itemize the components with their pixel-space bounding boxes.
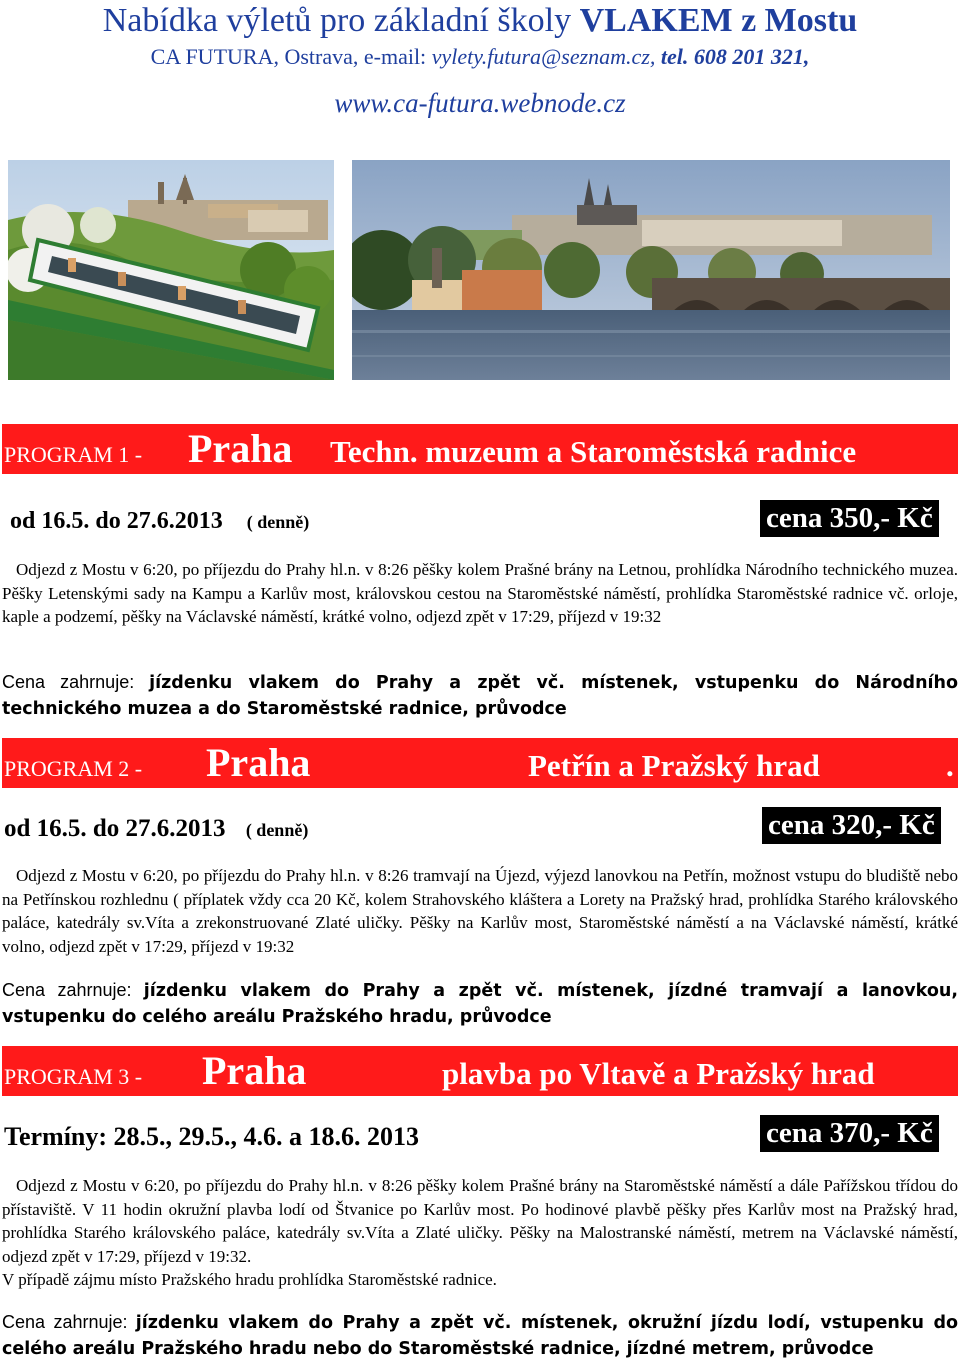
program-2-date-range: od 16.5. do 27.6.2013: [4, 815, 226, 842]
title-main: Nabídka výletů pro základní školy: [102, 2, 572, 39]
program-3-city: Praha: [202, 1048, 307, 1093]
program-1-date-range: od 16.5. do 27.6.2013: [10, 508, 223, 534]
program-2-description: Odjezd z Mostu v 6:20, po příjezdu do Prahy hl.n. v 8:26 tramvají na Újezd, výjezd lanovkou na Petřín, možnost vstupu do bludiště nebo na Petřínskou rozhlednu ( příplatek vždy cca 20 Kč, kolem Strahovského kláštera a Lorety na Pražský hrad, prohlídka Starého královského paláce, katedrály sv.Víta a zrekonstruované Zlaté uličky. Pěšky na Karlův most, Staroměstské náměstí a na Václavské náměstí, krátké volno, odjezd zpět v 17:29, příjezd v 19:32: [2, 866, 958, 956]
program-2-dates: [4, 815, 308, 843]
website-link[interactable]: www.ca-futura.webnode.cz: [334, 88, 626, 118]
program-2-trailing-dot: .: [946, 748, 954, 783]
program-1-subtitle: Techn. muzeum a Staroměstská radnice: [330, 434, 857, 469]
program-1-description: Odjezd z Mostu v 6:20, po příjezdu do Prahy hl.n. v 8:26 pěšky kolem Prašné brány na Letnou, prohlídka Národního technického muzea. Pěšky Letenskými sady na Kampu a Karlův most, královskou cestou na Staroměstské náměstí, prohlídka Staroměstské radnice vč. orloje, kaple a podzemí, pěšky na Václavské náměstí, krátké volno, odjezd zpět v 17:29, příjezd v 19:32: [2, 560, 958, 626]
program-2-label: PROGRAM 2 -: [4, 756, 143, 781]
program-1-city: Praha: [188, 426, 293, 471]
program-3-description: Odjezd z Mostu v 6:20, po příjezdu do Prahy hl.n. v 8:26 pěšky kolem Prašné brány na Staroměstské náměstí a dále Pařížskou třídou do přístaviště. V 11 hodin okružní plavba lodí od Štvanice po Karlův most. Po hodinové plavbě pěšky přes Karlův most na Pražský hrad, prohlídka Starého královského paláce, katedrály sv.Víta a Zlaté uličky. Pěšky na Malostranské náměstí, metrem na Václavské náměstí, odjezd zpět v 17:29, příjezd v 19:32.: [2, 1176, 958, 1266]
program-2-subtitle: Petřín a Pražský hrad: [528, 748, 820, 783]
document-title: [0, 2, 960, 40]
program-3-description-note: V případě zájmu místo Pražského hradu prohlídka Staroměstské radnice.: [2, 1270, 497, 1289]
agency-name: CA FUTURA, Ostrava, e-mail:: [150, 44, 432, 69]
program-1-includes: [2, 670, 958, 722]
program-3-includes: [2, 1310, 958, 1362]
program-3-label: PROGRAM 3 -: [4, 1064, 143, 1089]
funicular-photo: [8, 160, 334, 380]
program-3-includes-value: jízdenku vlakem do Prahy a zpět vč. místenek, okružní jízdu lodí, vstupenku do celého areálu Pražského hradu nebo do Staroměstské radnice, jízdné metrem, průvodce: [2, 1313, 959, 1359]
program-1-includes-label: Cena zahrnuje:: [2, 672, 135, 692]
contact-line: [0, 44, 960, 70]
title-bold: VLAKEM z Mostu: [579, 2, 858, 39]
program-2-dates-note: ( denně): [245, 820, 309, 840]
program-2-includes-label: Cena zahrnuje:: [2, 980, 132, 1000]
program-1-label: PROGRAM 1 -: [4, 442, 143, 467]
program-1-dates: [10, 508, 309, 535]
email-link[interactable]: vylety.futura@seznam.cz,: [431, 44, 656, 69]
program-3-banner: [2, 1046, 958, 1096]
program-2-includes-value: jízdenku vlakem do Prahy a zpět vč. místenek, jízdné tramvají a lanovkou, vstupenku do celého areálu Pražského hradu, průvodce: [2, 981, 958, 1027]
program-2-banner: [2, 738, 958, 788]
program-2-includes: [2, 978, 958, 1030]
program-3-price: cena 370,- Kč: [760, 1115, 939, 1152]
phone-number: tel. 608 201 321,: [660, 44, 810, 69]
program-3-subtitle: plavba po Vltavě a Pražský hrad: [442, 1056, 875, 1091]
program-1-banner: [2, 424, 958, 474]
program-1-price: cena 350,- Kč: [760, 500, 939, 537]
program-1-dates-note: ( denně): [246, 512, 310, 532]
program-3-dates: Termíny: 28.5., 29.5., 4.6. a 18.6. 2013: [4, 1122, 420, 1151]
program-1-includes-value: jízdenku vlakem do Prahy a zpět vč. místenek, vstupenku do Národního technického muzea a do Staroměstské radnice, průvodce: [2, 673, 959, 719]
program-2-city: Praha: [206, 740, 311, 785]
program-3-includes-label: Cena zahrnuje:: [2, 1312, 128, 1332]
prague-castle-photo: [352, 160, 950, 380]
program-2-price: cena 320,- Kč: [762, 807, 941, 844]
